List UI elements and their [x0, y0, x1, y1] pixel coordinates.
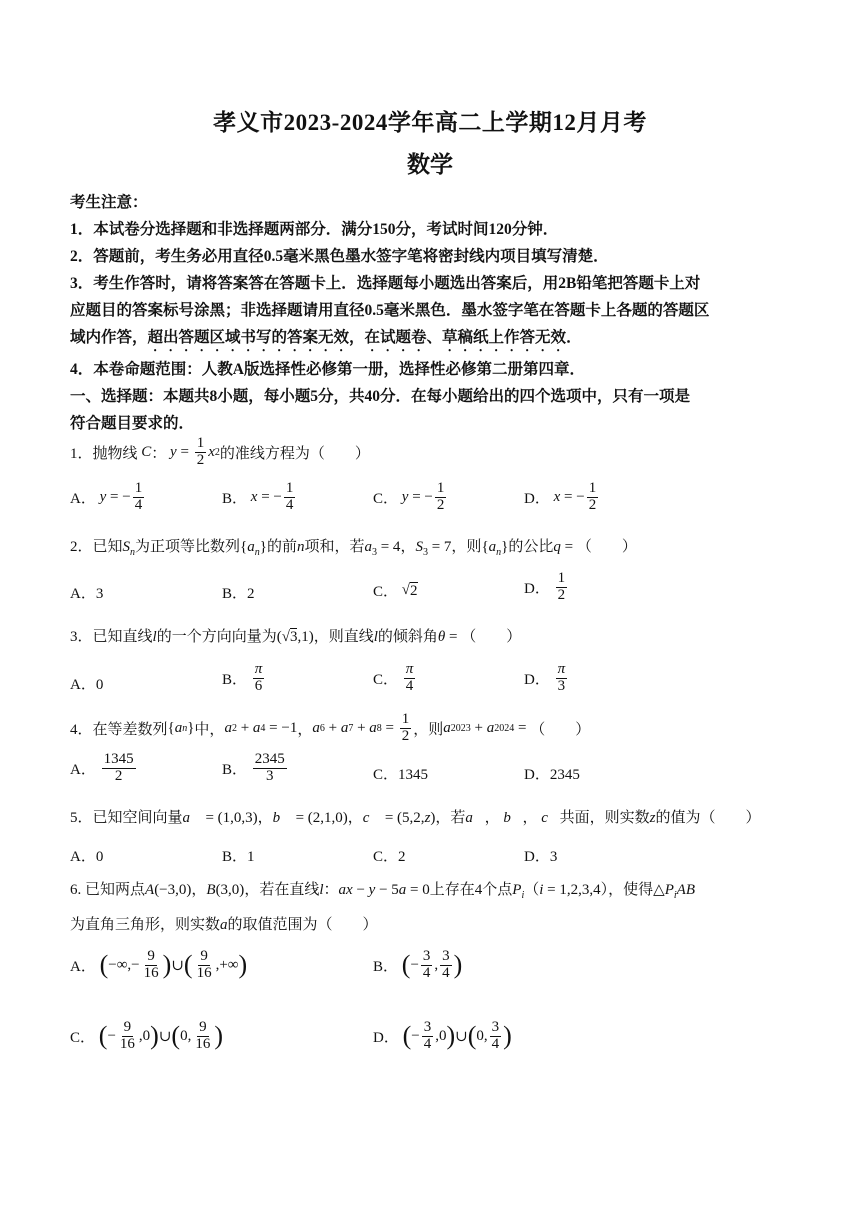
- question-text: （ ）: [576, 539, 637, 555]
- q5-option-b[interactable]: B．1: [222, 849, 255, 865]
- q2-option-a[interactable]: A．3: [70, 586, 104, 602]
- notice-item-3-line-2: 应题目的答案标号涂黑；非选择题请用直径0.5毫米黑色．墨水签字笔在答题卡上各题的答题区: [70, 302, 710, 319]
- question-2: 2．已知$S_n$为正项等比数列$\{a_n\}$的前n项和，若$a_3 = 4$，$S_3 = 7$，则$\{a_n\}$的公比q = （ ）: [70, 539, 637, 558]
- q6-option-c[interactable]: C． ( − $\frac{9}{16}$ ,0 ) ∪ ( 0, $\frac{9}{16}$ ): [70, 1019, 223, 1052]
- q3-option-b[interactable]: B． $\frac{\pi}{6}$: [222, 661, 263, 694]
- question-text: ，: [297, 721, 313, 738]
- option-label: A．: [70, 958, 96, 975]
- q2-option-d[interactable]: D． $\frac{1}{2}$: [524, 570, 566, 603]
- q6-option-b[interactable]: B． ( − $\frac{3}{4}$ , $\frac{3}{4}$ ): [373, 948, 463, 981]
- question-text: ，: [400, 539, 416, 555]
- option-label: B．: [222, 761, 248, 778]
- question-text: 的公比: [508, 539, 554, 555]
- q2-option-c[interactable]: C． √ 2: [373, 582, 418, 600]
- option-label: B．: [373, 958, 399, 975]
- question-text: （ ）: [461, 629, 522, 645]
- option-label: A．: [70, 761, 96, 778]
- notice-item-1: 1．本试卷分选择题和非选择题两部分．满分150分，考试时间120分钟．: [70, 221, 559, 238]
- option-label: C．: [70, 1029, 96, 1046]
- question-text: 共面，则实数: [559, 810, 650, 826]
- question-text: 4．在等差数列: [70, 721, 168, 738]
- q1-option-c[interactable]: C． y = − $\frac{1}{2}$: [373, 480, 445, 513]
- math: y: [170, 443, 177, 460]
- question-6-line-2: 为直角三角形，则实数a的取值范围为（ ）: [70, 917, 378, 933]
- q2-option-b[interactable]: B．2: [222, 586, 255, 602]
- question-6: 6. 已知两点A(−3,0)，B(3,0)，若在直线l：ax − y − 5a = 0上存在4个点$P_i(i = 1,2,3,4)$，使得$\triangle P_iAB$: [70, 882, 695, 901]
- option-label: C．: [373, 671, 399, 688]
- math: C: [137, 443, 152, 460]
- question-text: 上存在4个点: [429, 882, 513, 898]
- notice-item-3-line-3: [70, 325, 800, 355]
- q5-option-c[interactable]: C．2: [373, 849, 406, 865]
- option-label: B．: [222, 490, 248, 507]
- question-text: 6. 已知两点: [70, 882, 146, 898]
- q5-option-d[interactable]: D．3: [524, 849, 558, 865]
- notice-item-4: 4．本卷命题范围：人教A版选择性必修第一册，选择性必修第二册第四章．: [70, 361, 585, 378]
- question-text: 项和，若: [304, 539, 365, 555]
- notice-text: ，: [349, 329, 365, 346]
- math: 2: [214, 446, 220, 458]
- fraction: $\frac{1}{2}$: [196, 435, 205, 468]
- question-1: [70, 436, 370, 469]
- question-text: ，则: [451, 539, 482, 555]
- notice-item-3-line-1: 3．考生作答时，请将答案答在答题卡上．选择题每小题选出答案后，用2B铅笔把答题卡上对: [70, 275, 701, 292]
- question-text: 的前: [266, 539, 297, 555]
- option-label: D．: [524, 490, 550, 507]
- question-text: 为直角三角形，则实数: [70, 917, 221, 933]
- question-text: 1．抛物线: [70, 445, 138, 462]
- exam-subject: 数学: [407, 152, 453, 177]
- q3-option-a[interactable]: A．0: [70, 677, 104, 693]
- question-5: 5．已知空间向量a⃗ = (1,0,3)，b⃗ = (2,1,0)，c⃗ = (5,2,z)，若a⃗， b⃗， c⃗共面，则实数z的值为（ ）: [70, 810, 761, 826]
- option-label: C．: [373, 490, 399, 507]
- q6-option-a[interactable]: A． ( −∞,− $\frac{9}{16}$ ) ∪ ( $\frac{9}{16}$ ,+∞ ): [70, 948, 248, 981]
- q6-option-d[interactable]: D． ( − $\frac{3}{4}$ ,0 ) ∪ ( 0, $\frac{3}{4}$ ): [373, 1019, 512, 1052]
- exam-title: 孝义市2023-2024学年高二上学期12月月考: [213, 110, 647, 135]
- q4-option-a[interactable]: A． $\frac{1345}{2}$: [70, 751, 134, 784]
- option-label: D．: [373, 1029, 399, 1046]
- q4-option-d[interactable]: D．2345: [524, 767, 580, 783]
- notice-text: 域内作答，: [70, 329, 148, 346]
- question-text: 的准线方程为（ ）: [219, 445, 370, 462]
- question-4: 4．在等差数列 { a n } 中， a 2 + a 4 = −1 ， a 6 + a 7 + a 8 = $\frac{1}{2}$ ，则 a 2023 + a 2024 = （ ）: [70, 711, 591, 744]
- option-label: A．: [70, 490, 96, 507]
- option-label: C．: [373, 584, 399, 600]
- q1-option-a[interactable]: A． y = − $\frac{1}{4}$: [70, 480, 143, 513]
- q4-option-b[interactable]: B． $\frac{2345}{3}$: [222, 751, 285, 784]
- q1-option-d[interactable]: D． x = − $\frac{1}{2}$: [524, 480, 597, 513]
- question-text: 为正项等比数列: [135, 539, 241, 555]
- math: x: [208, 443, 215, 460]
- math: =: [176, 443, 193, 460]
- math: ：: [151, 445, 171, 462]
- q5-option-a[interactable]: A．0: [70, 849, 104, 865]
- q1-option-b[interactable]: B． x = − $\frac{1}{4}$: [222, 480, 294, 513]
- question-text: 3．已知直线: [70, 629, 153, 645]
- question-text: 中，: [194, 721, 225, 738]
- question-3: 3．已知直线l的一个方向向量为(√3,1)，则直线l的倾斜角θ = （ ）: [70, 629, 522, 645]
- q3-option-d[interactable]: D． $\frac{\pi}{3}$: [524, 661, 566, 694]
- option-label: B．: [222, 671, 248, 688]
- question-text: ，则直线: [313, 629, 374, 645]
- question-text: ，则: [413, 721, 444, 738]
- notice-item-2: 2．答题前，考生务必用直径0.5毫米黑色墨水签字笔将密封线内项目填写清楚．: [70, 248, 609, 265]
- section-1-heading-line-2: 符合题目要求的．: [70, 415, 195, 432]
- section-1-heading-line-1: 一、选择题：本题共8小题，每小题5分，共40分．在每小题给出的四个选项中，只有一项是: [70, 388, 691, 405]
- question-text: ，使得: [608, 882, 654, 898]
- notice-text: ．: [566, 329, 582, 346]
- question-text: 的一个方向向量为: [156, 629, 277, 645]
- notice-emphasis: 超出答题区域书写的答案无效: [147, 329, 350, 346]
- question-text: 的倾斜角: [377, 629, 438, 645]
- q3-option-c[interactable]: C． $\frac{\pi}{4}$: [373, 661, 414, 694]
- question-text: （ ）: [530, 721, 591, 738]
- notice-heading: 考生注意：: [70, 194, 148, 211]
- question-text: 的值为（ ）: [655, 810, 761, 826]
- option-label: D．: [524, 580, 550, 597]
- option-label: D．: [524, 671, 550, 688]
- question-text: 2．已知: [70, 539, 123, 555]
- question-text: ，若在直线: [244, 882, 320, 898]
- question-text: 的取值范围为（ ）: [227, 917, 378, 933]
- notice-emphasis: 在试题卷、草稿纸上作答无效: [364, 329, 567, 346]
- q4-option-c[interactable]: C．1345: [373, 767, 429, 783]
- question-text: ，若: [435, 810, 466, 826]
- question-text: 5．已知空间向量: [70, 810, 183, 826]
